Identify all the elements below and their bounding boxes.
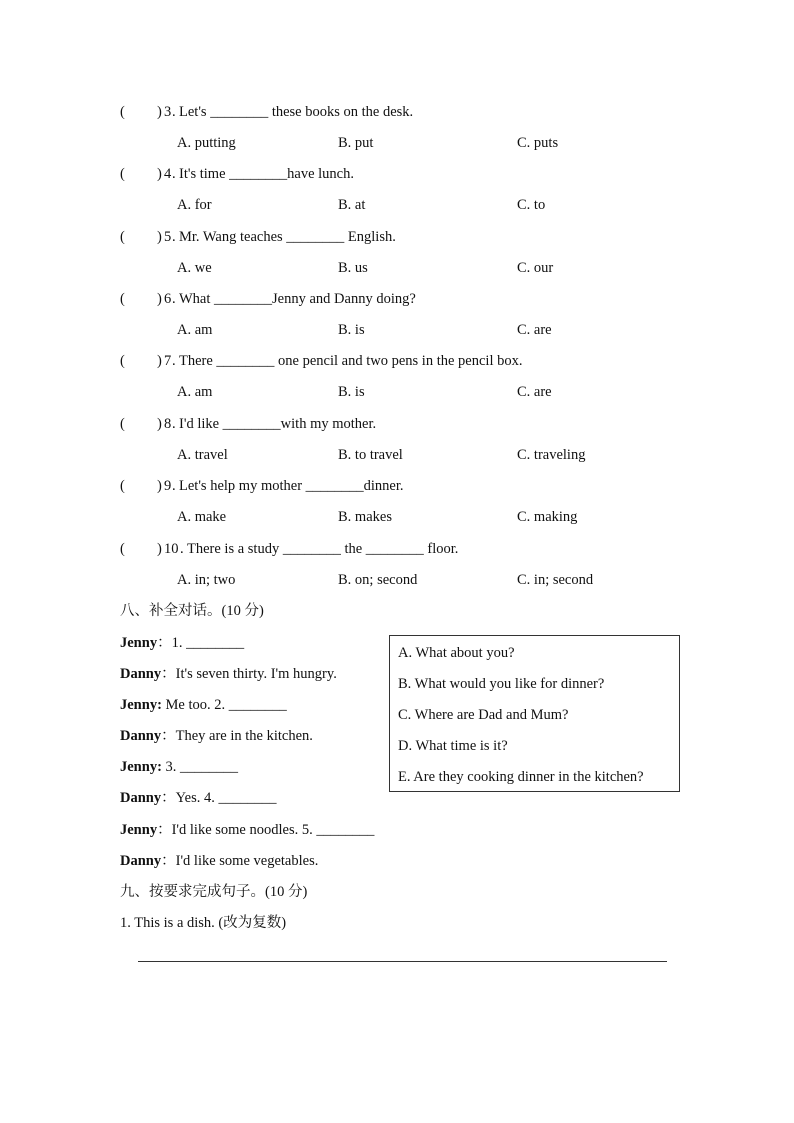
choice-e: E. Are they cooking dinner in the kitchen? bbox=[398, 769, 644, 785]
option-c: C. are bbox=[517, 322, 552, 338]
question-number: 9 bbox=[164, 478, 172, 494]
question-number: 7 bbox=[164, 353, 172, 369]
option-c: C. our bbox=[517, 260, 554, 276]
option-c: C. puts bbox=[517, 135, 559, 151]
dialogue-line bbox=[120, 758, 238, 776]
answer-paren-open: ( bbox=[120, 166, 125, 182]
question-number: 4 bbox=[164, 166, 172, 182]
answer-paren-close: ) bbox=[157, 416, 162, 432]
dialogue-text: I'd like some noodles. 5. ________ bbox=[171, 822, 375, 838]
dialogue-text: Yes. 4. ________ bbox=[175, 790, 277, 806]
option-a: A. make bbox=[177, 509, 227, 525]
question-stem: I'd like ________with my mother. bbox=[179, 416, 377, 432]
answer-paren-open: ( bbox=[120, 416, 125, 432]
section-9-title: 九、按要求完成句子。(10 分) bbox=[120, 884, 308, 900]
question-number: 3 bbox=[164, 104, 172, 120]
speaker: Danny bbox=[120, 728, 162, 744]
question-stem: Mr. Wang teaches ________ English. bbox=[179, 229, 396, 245]
answer-paren-open: ( bbox=[120, 104, 125, 120]
question-stem: There ________ one pencil and two pens in the pencil box. bbox=[179, 353, 523, 369]
choice-c: C. Where are Dad and Mum? bbox=[398, 707, 569, 723]
option-c: C. traveling bbox=[517, 447, 586, 463]
option-a: A. travel bbox=[177, 447, 228, 463]
option-b: B. on; second bbox=[338, 572, 418, 588]
option-a: A. am bbox=[177, 322, 213, 338]
speaker: Danny bbox=[120, 853, 162, 869]
speaker: Jenny: bbox=[120, 697, 162, 713]
question-number: 6 bbox=[164, 291, 172, 307]
dialogue-line: Danny：They are in the kitchen. bbox=[120, 728, 313, 744]
dialogue-line: Jenny：I'd like some noodles. 5. ________ bbox=[120, 822, 375, 838]
question-number: 8 bbox=[164, 416, 172, 432]
option-a: A. am bbox=[177, 384, 213, 400]
option-b: B. is bbox=[338, 322, 365, 338]
section-8-title: 八、补全对话。(10 分) bbox=[120, 603, 264, 619]
option-b: B. us bbox=[338, 260, 368, 276]
option-a: A. we bbox=[177, 260, 212, 276]
choice-a: A. What about you? bbox=[398, 645, 515, 661]
question-stem: There is a study ________ the ________ floor. bbox=[187, 541, 459, 557]
speaker: Jenny: bbox=[120, 759, 162, 775]
dialogue-text: I'd like some vegetables. bbox=[175, 853, 319, 869]
speaker: Jenny bbox=[120, 635, 158, 651]
speaker: Danny bbox=[120, 790, 162, 806]
dialogue-line: Danny：It's seven thirty. I'm hungry. bbox=[120, 666, 337, 682]
dialogue-line bbox=[120, 696, 287, 714]
option-c: C. in; second bbox=[517, 572, 594, 588]
dialogue-text: They are in the kitchen. bbox=[175, 728, 313, 744]
option-b: B. put bbox=[338, 135, 374, 151]
choices-box bbox=[389, 635, 680, 792]
section-9-question-1: 1. This is a dish. (改为复数) bbox=[120, 915, 287, 931]
answer-paren-close: ) bbox=[157, 353, 162, 369]
answer-paren-close: ) bbox=[157, 291, 162, 307]
option-b: B. to travel bbox=[338, 447, 403, 463]
option-a: A. putting bbox=[177, 135, 236, 151]
answer-paren-close: ) bbox=[157, 166, 162, 182]
dialogue-text: 3. ________ bbox=[165, 759, 239, 775]
choice-b: B. What would you like for dinner? bbox=[398, 676, 605, 692]
dialogue-line: Jenny：1. ________ bbox=[120, 635, 245, 651]
answer-paren-open: ( bbox=[120, 353, 125, 369]
answer-line[interactable] bbox=[138, 961, 667, 962]
option-c: C. making bbox=[517, 509, 578, 525]
answer-paren-close: ) bbox=[157, 104, 162, 120]
dialogue-text: 1. ________ bbox=[171, 635, 245, 651]
question-stem: What ________Jenny and Danny doing? bbox=[179, 291, 416, 307]
question-stem: Let's help my mother ________dinner. bbox=[179, 478, 404, 494]
option-c: C. are bbox=[517, 384, 552, 400]
question-number: 5 bbox=[164, 229, 172, 245]
option-b: B. at bbox=[338, 197, 366, 213]
option-b: B. is bbox=[338, 384, 365, 400]
option-a: A. in; two bbox=[177, 572, 236, 588]
speaker: Danny bbox=[120, 666, 162, 682]
question-stem: Let's ________ these books on the desk. bbox=[179, 104, 414, 120]
dialogue-line: Danny：I'd like some vegetables. bbox=[120, 853, 319, 869]
answer-paren-open: ( bbox=[120, 291, 125, 307]
dialogue-line: Danny：Yes. 4. ________ bbox=[120, 790, 277, 806]
option-b: B. makes bbox=[338, 509, 392, 525]
dialogue-text: It's seven thirty. I'm hungry. bbox=[175, 666, 337, 682]
answer-paren-close: ) bbox=[157, 541, 162, 557]
answer-paren-open: ( bbox=[120, 478, 125, 494]
dialogue-text: Me too. 2. ________ bbox=[165, 697, 287, 713]
question-number: 10 bbox=[164, 541, 179, 557]
answer-paren-close: ) bbox=[157, 478, 162, 494]
answer-paren-close: ) bbox=[157, 229, 162, 245]
choice-d: D. What time is it? bbox=[398, 738, 508, 754]
answer-paren-open: ( bbox=[120, 229, 125, 245]
speaker: Jenny bbox=[120, 822, 158, 838]
answer-paren-open: ( bbox=[120, 541, 125, 557]
option-a: A. for bbox=[177, 197, 212, 213]
question-stem: It's time ________have lunch. bbox=[179, 166, 354, 182]
option-c: C. to bbox=[517, 197, 546, 213]
